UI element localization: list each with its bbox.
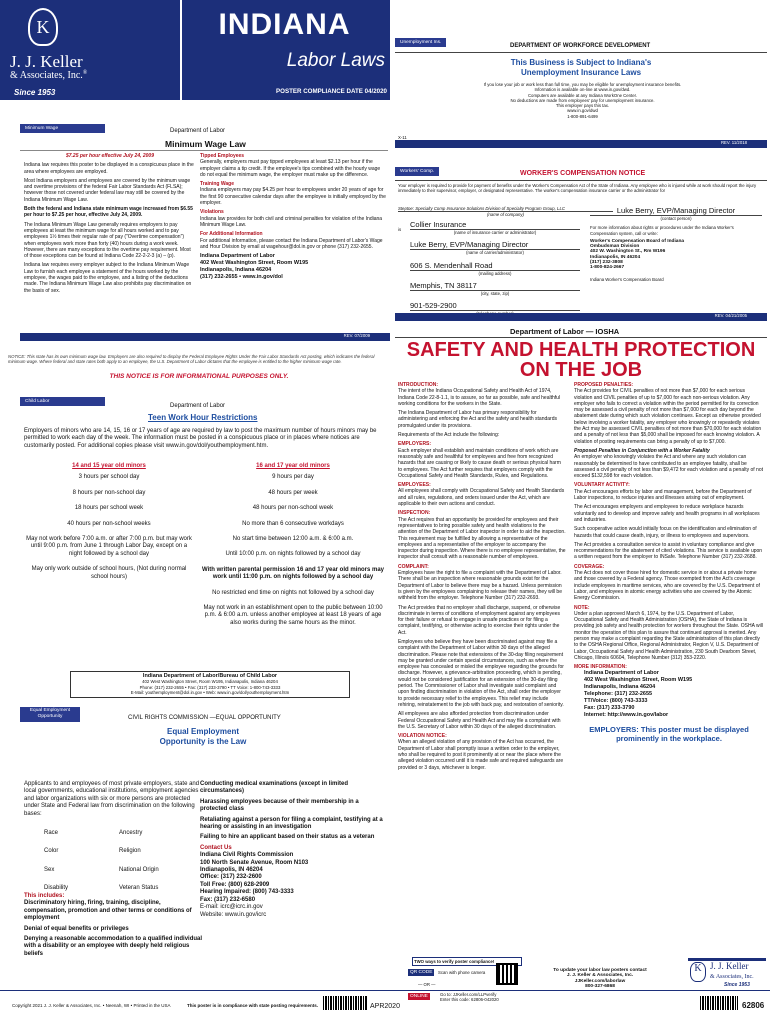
comp-tab: Workers' Comp. (395, 167, 439, 176)
child-dept: Department of Labor (170, 403, 226, 409)
footer-two-ways: TWO ways to verify poster compliance! (412, 957, 522, 966)
comp-company: Steptoe: Specialty Comp Insurance Solutions Division of Specialty Program Group, LLC (name of company) (398, 206, 613, 218)
comp-title: WORKER'S COMPENSATION NOTICE (520, 170, 646, 177)
child-tab: Child Labor (20, 397, 105, 406)
logo-emblem: K (28, 8, 58, 46)
unemp-title: This Business is Subject to Indiana's Unemployment Insurance Laws (510, 58, 652, 77)
qr-code (496, 963, 518, 985)
footer-update: To update your labor law posters contact J. J. Keller & Associates, Inc. JJKeller.com/laborlaw 800-327-6868 (553, 968, 647, 989)
minwage-col2: Tipped Employees Generally, employers must pay tipped employees at least $2.13 per hour if the employer claims a tip credit. If the employee's tips combined with the hourly wage do not equal the minimum wage, the employer must make up the difference. Training Wage Indiana employers may pay $4.25 per hour to employees under 20 years of age for the first 90 consecutive calendar days after the employee is initially employed by the employer. Violations Indiana law provides for both civil and criminal penalties for violation of the Indiana Minimum Wage Law. For Additional Information For additional information, please contact the Indiana Department of Labor's Wage and Hour Division by email at wagehour@dol.in.gov or phone (317) 232-2655. Indiana Department of Labor 402 West Washington Street, Room W195 Indianapolis, Indiana 46204 (317) 232-2655 • www.in.gov/dol (200, 153, 386, 281)
civil-bases: Race Ancestry Color Religion Sex National Origin Disability Veteran Status (44, 830, 159, 892)
child-col1: 14 and 15 year old minors 3 hours per school day 8 hours per non-school day 18 hours per school week 40 hours per non-school weeks May not work before 7:00 a.m. or after 7:00 p.m. but may work until 9:00 p.m. from June 1 through Labor Day, except on a night followed by a school day May only work outside of school hours, (Not during normal school hours) (26, 463, 192, 580)
footer-verify: Go to: JJKeller.com/LLPverify Enter this code: 62806-042020 (440, 992, 499, 1003)
footer-or: — OR — (418, 982, 436, 987)
civil-intro: Applicants to and employees of most private employers, state and local governments, educational institutions, employment agencies and labor organizations with six or more persons are protected under State and Federal law from discrimination on the following bases: (24, 781, 200, 817)
unemp-tab: Unemployment Ins. (395, 38, 446, 47)
civil-includes: This includes: Discriminatory hiring, firing, training, discipline, compensation, promotion and other terms or conditions of employment Denial of equal benefits or privileges Denying a reasonable accommodation to a qualified individual with a disability or an employee with deeply held religious beliefs (24, 893, 203, 957)
unemp-dept: DEPARTMENT OF WORKFORCE DEVELOPMENT (510, 43, 651, 49)
online-label: ONLINE (410, 994, 428, 999)
minwage-title: Minimum Wage Law (165, 139, 246, 149)
ioshа-col2: PROPOSED PENALTIES: The Act provides for CIVIL penalties of not more than $7,000 for each serious violation and CIVIL penalties of up to $7,000 for each non-serious violation. Any employer who fails to correct a violation within the period permitted for its correction may be assessed a civil penalty of not more than $7,000 for each day beyond the abatement date during which such violation continues. Except as otherwise provided below involving a worker fatality, any employer who knowingly or repeatedly violates the Act may be assessed CIVIL penalties of not more than $70,000 for each violation and a penalty of not less than $5,000 shall be imposed for each knowing violation. A violation of posting requirements can bring a penalty of up to $7,000. Proposed Penalties in Conjunction with a Worker Fatality An employer who knowingly violates the Act and where any such violation can reasonably be determined to have contributed to an employee fatality, shall be assessed a civil penalty of not less than $9,472 for each violation and a penalty of not exceed $132,598 for each violation. VOLUNTARY ACTIVITY: The Act encourages efforts by labor and management, before the Department of Labor inspections, to reduce injuries and illnesses arising out of employment. The Act encourages employers and employees to reduce workplace hazards voluntarily and to develop and improve safety and health programs in all workplaces and industries. Such cooperative action would initially focus on the identification and elimination of hazards that could cause death, injury, or illness to employees and supervisors. The Act provides a consultation service to assist in voluntary compliance and give recommendations for the abatement of cited violations. This service is available upon a written request from the employer to INSafe. Telephone Number (317) 232-2688. COVERAGE: The Act does not cover those hired for domestic service in or about a private home and those covered by a Federal agency. Those exempted from the Act's coverage include employees in maritime services, who are covered by the U.S. Department of Labor, and employees in atomic energy activities who are covered by the Atomic Energy Commission. NOTE: Under a plan approved March 6, 1974, by the U.S. Department of Labor, Occupational Safety and Health Administration (OSHA), the State of Indiana is providing job safety and health protection for workers throughout the State. OSHA will monitor the operation of this plan to assure that continued approval is merited. Any person may make a complaint regarding the State administration of this plan directly to the OSHA Regional Office, Regional Administrator, Region V, U.S. Department of Labor, Occupational Safety and Health Administration, 230 South Dearborn Street, Chicago, Illinois 60604, Telephone Number (312) 353-2220. MORE INFORMATION: Indiana Department of Labor 402 West Washington Street, Room W195 Indianapolis, Indiana 46204 Telephone: (317) 232-2655 TT/Voice: (800) 743-3333 Fax: (317) 233-3790 Internet: http://www.in.gov/labor EMPLOYERS: This poster must be displayed prominently in the workplace. (574, 382, 764, 744)
child-col2: 16 and 17 year old minors 9 hours per day 48 hours per week 48 hours per non-school week No more than 6 consecutive workdays No start time between 12:00 a.m. & 6:00 a.m. Until 10:00 p.m. on nights followed by a school day With written parental permission 16 and 17 year old minors may work until 11:00 p.m. on nights followed by a school day No restricted end time on nights not followed by a school day May not work in an establishment open to the public between 10:00 p.m. & 6:00 a.m. unless another employee at least 18 years of age also works during the same hours as the minor. (202, 463, 384, 626)
unemp-rev: REV. 11/2018 (395, 140, 767, 148)
comp-intro: Your employer is required to provide for payment of benefits under the Worker's Compensation Act of the State of Indiana. Any employee who is injured while at work should report the injury immediately to their supervisor, employer, or designated representative. The worker's compensation insurance carrier or the administrator for (398, 183, 757, 194)
footer-compliance: This poster is in compliance with state posting requirements. (187, 1003, 319, 1008)
ioshа-dept: Department of Labor — IOSHA (510, 327, 620, 336)
minwage-dept: Department of Labor (170, 128, 226, 134)
footer-logo: K J. J. Keller & Associates, Inc. Since 1953 (688, 958, 766, 988)
child-intro: Employers of minors who are 14, 15, 16 or 17 years of age are required by law to post the maximum number of hours minors may be permitted to work each day of the week. The information must be posted in a conspicuous place or in places where notices are customarily posted. For additional copies please visit www.in.gov/dol/youthemployment.htm. (24, 428, 377, 449)
footer-num: 62806 (742, 1001, 765, 1010)
footer-apr: APR2020 (370, 1003, 400, 1010)
barcode-left (323, 996, 367, 1010)
header-logo-panel (0, 0, 180, 100)
comp-is: is (398, 227, 402, 232)
logo-since: Since 1953 (14, 88, 56, 97)
civil-tab: Equal Employment Opportunity (20, 707, 80, 722)
qr-label: QR CODE (410, 970, 433, 975)
child-contact-box: Indiana Department of Labor/Bureau of Child Labor 402 West Washington Street, Room W195, Indianapolis, Indiana 46204 Phone: (317) 232-2655 • Fax: (317) 233-3790 • TT Voice: 1-800-743-3333 E-Mail: youthemployment@dol.in.gov • Web: www.in.gov/dol/youthemployment.htm (70, 671, 350, 698)
labor-laws: Labor Laws (286, 50, 385, 71)
qr-scan: Scan with phone camera (438, 970, 486, 975)
comp-fields: Collier Insurance (name of insurance carrier or administrator) Luke Berry, EVP/Managing Director (name of carrier/administrator) 606 S. Mendenhall Road (mailing address) Memphis, TN 38117 (city, state, zip) 901-529-2900 (410, 220, 580, 316)
minwage-tab: Minimum Wage (20, 124, 105, 133)
comp-rev: REV. 04/21/2005 (395, 313, 767, 321)
state-title: INDIANA (218, 8, 351, 41)
compliance-date: POSTER COMPLIANCE DATE 04/2020 (276, 88, 387, 95)
child-title: Teen Work Hour Restrictions (148, 413, 258, 422)
unemp-form: X-11 (398, 135, 407, 140)
civil-dept: CIVIL RIGHTS COMMISSION —EQUAL OPPORTUNITY (128, 715, 281, 721)
footer-copyright: Copyright 2021 J. J. Keller & Associates, Inc. • Neenah, WI • Printed in the USA (12, 1003, 171, 1008)
unemp-body: If you lose your job or work less than full time, you may be eligible for unemployment insurance benefits. Information is available on-line at www.in.gov/dwd. Computers are available at any Indiana WorkOne Center. No deductions are made from employees' pay for unemployment insurance. This employer pays this tax. www.in.gov/dwd 1-800-891-6499 (483, 82, 682, 119)
ioshа-title: SAFETY AND HEALTH PROTECTION ON THE JOB (406, 339, 756, 381)
barcode-right (700, 996, 738, 1010)
minwage-notice: NOTICE: This state has its own minimum wage law. Employers are also required to display the Federal Employee Rights Under the Fair Labor Standards Act posting, which indicates the federal minimum wage. Where federal and state rates both apply to an employee, the U.S. Department of Labor dictates that the employee is entitled to the higher minimum wage rate. (8, 354, 375, 365)
logo-sub: & Associates, Inc.® (10, 70, 88, 81)
ioshа-col1: INTRODUCTION: The intent of the Indiana Occupational Safety and Health Act of 1974, Indiana Code 22-8-1.1, is to assure, so far as possible, safe and healthful working conditions for the workers in the State. The Indiana Department of Labor has primary responsibility for administering and enforcing the Act and the safety and health standards promulgated under its provisions. Requirements of the Act include the following: EMPLOYERS: Each employer shall establish and maintain conditions of work which are reasonably safe and healthful for employees and free from recognized hazards that are causing or likely to cause death or serious physical harm to employees. The Act further requires that employers comply with the Occupational Safety and Health Standards, Rules, and Regulations. EMPLOYEES: All employees shall comply with Occupational Safety and Health Standards and all rules, regulations, and orders issued under the Act, which are applicable to their own actions and conduct. INSPECTION: The Act requires that an opportunity be provided for employees and their representatives to bring possible safety and health violations to the attention of the Department of Labor inspector in order to aid the inspection. This requirement may be fulfilled by allowing a representative of the employees and a representative of the employer to accompany the inspector during inspection. Where there is no employee representative, the inspector shall consult with a reasonable number of employees. COMPLAINT: Employees have the right to file a complaint with the Department of Labor. There shall be an inspection where reasonable grounds exist for the Department of Labor to believe there may be a hazard. Unless permission is given by the employees complaining to release their names, they will be withheld from the employer. Telephone Number (317) 232-2693. The Act provides that no employer shall discharge, suspend, or otherwise discriminate in terms of conditions of employment against any employees for their failure or refusal to engage in unsafe practices or for filing a complaint, testifying, or otherwise acting to exercise their rights under the Act. Employees who believe they have been discriminated against may file a complaint with the Department of Labor within 30 days of the alleged discrimination. Please note that extensions of the 30-day filing requirement may be granted under certain special circumstances, such as where the employee has concealed or misled the employee regarding the grounds for discharge. However, a grievance-arbitration proceeding, which is pending, would not be considered justification for an extension of the 30-day filing period. The Commissioner of Labor shall investigate said complaint and upon finding discrimination in violation of the Act, shall order the employer to provide necessary relief to the employees. This relief may include rehiring, reinstatement to the job with back pay, and restoration of seniority. All employees are also afforded protection from discrimination under Federal Occupational Safety and Health Act and may file a complaint with the U.S. Secretary of Labor within 30 days of the alleged discrimination. VIOLATION NOTICE: When an alleged violation of any provision of the Act has occurred, the Department of Labor shall promptly issue a written order to the employer, who shall be required to post it prominently at or near the place where the alleged violation occurred until it is made safe and required safeguards are provided or 3 days, whichever is longer. (398, 382, 566, 771)
comp-right: Luke Berry, EVP/Managing Director (contact person) For more information about rights or procedures under the Indiana Worker's Compensation system, call or write: Worker's Compensation Board of Indiana Ombudsman Division 402 W. Washington St., Rm W196 Indianapolis, IN 46204 (317) 232-3808 1-800-824-2667 Indiana Worker's Compensation Board (590, 206, 762, 282)
minwage-col1: $7.25 per hour effective July 24, 2009 Indiana law requires this poster to be displayed in a conspicuous place in the area where employees are employed. Most Indiana employers and employees are covered by the minimum wage and overtime provisions of the federal Fair Labor Standards Act (FLSA); however those not covered under federal law may still be covered by the Indiana Minimum Wage Law. Both the federal and Indiana state minimum wage increased from $6.55 per hour to $7.25 per hour, effective July 24, 2009. The Indiana Minimum Wage Law generally requires employers to pay employees at least the minimum wage for all hours worked and to pay employees 1½ times their regular rate of pay ("Overtime compensation") when employees work more than forty (40) hours during a work week. However, there are many exceptions to the overtime pay requirement. Most of those exceptions can be found at Indiana Code 22-2-2-3 (a) – (p). Indiana law requires every employer subject to the Indiana Minimum Wage Law to furnish each employee a statement of the hours worked by the employee, the wages paid to the employee, and a listing of the deductions made. The Indiana Minimum Wage Law also prohibits pay discrimination on the basis of sex. (24, 153, 194, 294)
minwage-notice2: THIS NOTICE IS FOR INFORMATIONAL PURPOSES ONLY. (109, 373, 289, 380)
civil-right: Conducting medical examinations (except in limited circumstances) Harassing employees because of their membership in a protected class Retaliating against a person for filing a complaint, testifying at a hearing or assisting in an investigation Failing to hire an applicant based on their status as a veteran Contact Us Indiana Civil Rights Commission 100 North Senate Avenue, Room N103 Indianapolis, IN 46204 Office: (317) 232-2600 Toll Free: (800) 628-2909 Hearing Impaired: (800) 743-3333 Fax: (317) 232-6580 E-mail: icrc@icrc.in.gov Website: www.in.gov/icrc (200, 781, 383, 918)
civil-title: Equal Employment Opportunity is the Law (159, 727, 247, 746)
minwage-rev: REV. 07/2009 (20, 333, 390, 341)
logo-name: J. J. Keller (10, 52, 83, 71)
